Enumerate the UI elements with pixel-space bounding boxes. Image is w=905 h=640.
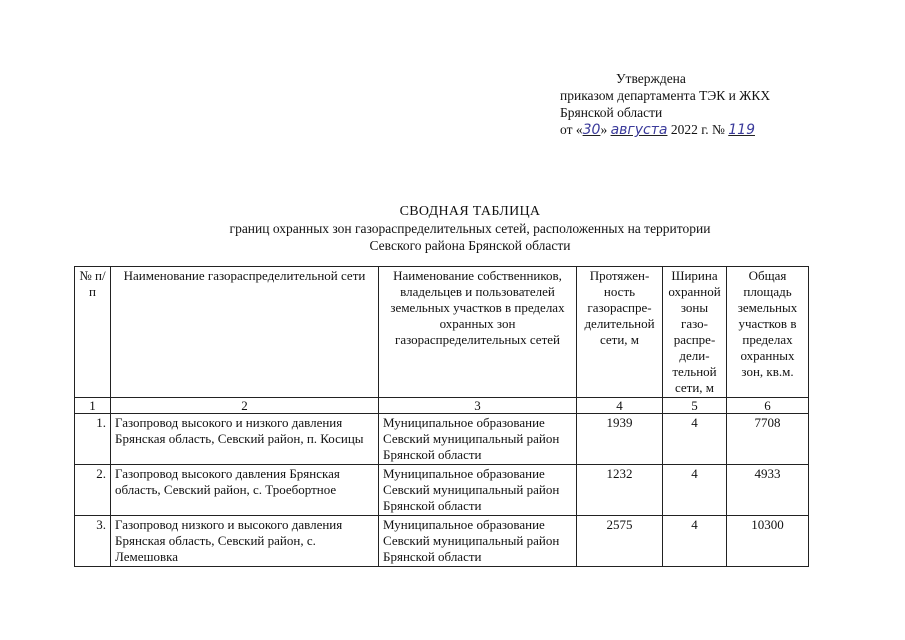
table-row xyxy=(75,414,809,465)
column-number-row xyxy=(75,398,809,414)
zone-width: 4 xyxy=(663,516,727,567)
title-main: СВОДНАЯ ТАБЛИЦА xyxy=(399,204,541,219)
column-number: 4 xyxy=(577,398,663,414)
network-length: 2575 xyxy=(577,516,663,567)
handwritten-month: августа xyxy=(610,122,668,138)
network-name: Газопровод высокого давления Брянская область, Севский район, с. Троебортное xyxy=(111,465,379,516)
document-title xyxy=(150,203,790,254)
header-network: Наименование газораспределительной сети xyxy=(111,267,379,398)
network-name: Газопровод низкого и высокого давления Брянская область, Севский район, с. Лемешовка xyxy=(111,516,379,567)
column-number: 5 xyxy=(663,398,727,414)
total-area: 7708 xyxy=(727,414,809,465)
approval-line-order: приказом департамента ТЭК и ЖКХ xyxy=(560,88,771,103)
owner-name: Муниципальное образование Севский муниципальный район Брянской области xyxy=(379,465,577,516)
total-area: 4933 xyxy=(727,465,809,516)
header-area: Общая площадь земельных участков в пределах охранных зон, кв.м. xyxy=(727,267,809,398)
approval-line-region: Брянской области xyxy=(560,105,663,120)
approval-stamp xyxy=(560,70,860,139)
summary-table xyxy=(74,266,809,567)
number-sign: № xyxy=(711,122,725,137)
owner-name: Муниципальное образование Севский муниципальный район Брянской области xyxy=(379,516,577,567)
approval-date-line xyxy=(560,121,860,139)
header-length: Протяжен-ность газораспре-делительной сети, м xyxy=(577,267,663,398)
handwritten-day: 30 xyxy=(582,122,601,138)
handwritten-order-number: 119 xyxy=(728,122,755,138)
column-number: 6 xyxy=(727,398,809,414)
network-length: 1939 xyxy=(577,414,663,465)
header-width: Ширина охранной зоны газо-распре-дели-тельной сети, м xyxy=(663,267,727,398)
title-region: Севского района Брянской области xyxy=(369,238,571,253)
approval-line-approved: Утверждена xyxy=(616,71,686,86)
title-subtitle: границ охранных зон газораспределительных сетей, расположенных на территории xyxy=(229,221,711,236)
row-number: 3. xyxy=(75,516,111,567)
table-row xyxy=(75,465,809,516)
zone-width: 4 xyxy=(663,414,727,465)
network-length: 1232 xyxy=(577,465,663,516)
zone-width: 4 xyxy=(663,465,727,516)
header-owner: Наименование собственников, владельцев и пользователей земельных участков в пределах охранных зон газораспределительных сетей xyxy=(379,267,577,398)
date-prefix: от « xyxy=(560,122,583,137)
column-number: 3 xyxy=(379,398,577,414)
total-area: 10300 xyxy=(727,516,809,567)
date-year: 2022 г. xyxy=(670,122,709,137)
row-number: 1. xyxy=(75,414,111,465)
column-number: 1 xyxy=(75,398,111,414)
network-name: Газопровод высокого и низкого давления Брянская область, Севский район, п. Косицы xyxy=(111,414,379,465)
table-row xyxy=(75,516,809,567)
date-day-close: » xyxy=(600,122,608,137)
header-row xyxy=(75,267,809,398)
owner-name: Муниципальное образование Севский муниципальный район Брянской области xyxy=(379,414,577,465)
column-number: 2 xyxy=(111,398,379,414)
header-num: № п/п xyxy=(75,267,111,398)
row-number: 2. xyxy=(75,465,111,516)
